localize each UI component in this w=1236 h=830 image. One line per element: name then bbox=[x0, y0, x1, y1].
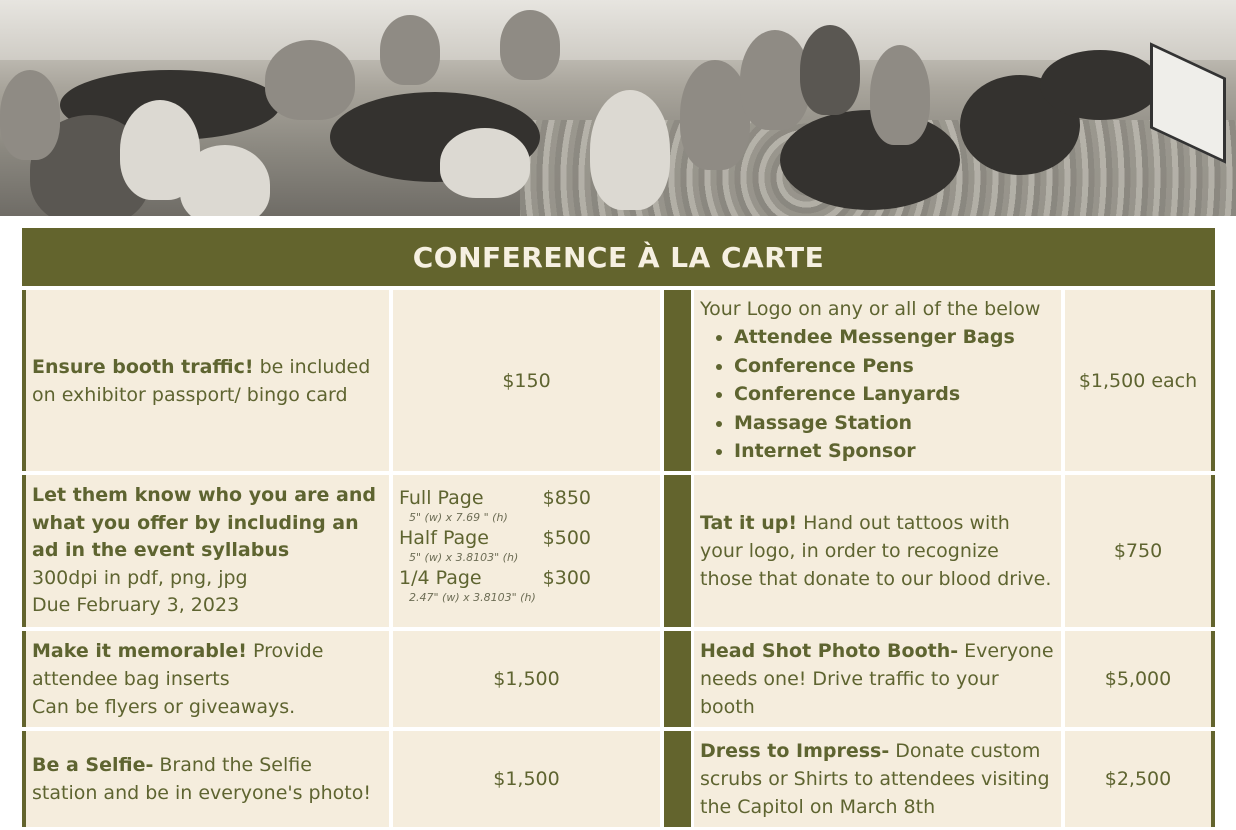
logo-description bbox=[694, 290, 1061, 471]
syllabus-ad-deadline: Due February 3, 2023 bbox=[32, 594, 240, 617]
photo-person bbox=[440, 128, 530, 198]
tattoo-description bbox=[694, 475, 1061, 627]
photo-person bbox=[800, 25, 860, 115]
photo-table bbox=[780, 110, 960, 210]
photo-person bbox=[265, 40, 355, 120]
selfie-description bbox=[22, 731, 389, 827]
scrubs-description bbox=[694, 731, 1061, 827]
headshot-price: $5,000 bbox=[1065, 631, 1215, 727]
logo-options-list bbox=[700, 323, 1055, 466]
ad-size-quarter bbox=[399, 565, 591, 591]
bag-inserts-price: $1,500 bbox=[393, 631, 660, 727]
ad-size-label: Half Page bbox=[399, 527, 489, 549]
scrubs-text: Donate custom scrubs or Shirts to attendees visiting the Capitol on March 8th bbox=[700, 740, 1050, 818]
bag-inserts-description bbox=[22, 631, 389, 727]
syllabus-ad-heading: Let them know who you are and what you offer by including an ad in the event syllabus bbox=[32, 484, 376, 562]
selfie-heading: Be a Selfie- bbox=[32, 754, 154, 776]
bag-inserts-note: Can be flyers or giveaways. bbox=[32, 696, 296, 718]
ad-size-dimensions: 5" (w) x 3.8103" (h) bbox=[409, 551, 519, 564]
photo-person bbox=[870, 45, 930, 145]
ad-size-full bbox=[399, 485, 591, 511]
photo-person bbox=[380, 15, 440, 85]
syllabus-ad-description bbox=[22, 475, 389, 627]
page-title: CONFERENCE À LA CARTE bbox=[22, 228, 1215, 286]
bag-inserts-heading: Make it memorable! bbox=[32, 640, 247, 662]
logo-option: • Massage Station bbox=[734, 409, 1055, 438]
photo-person bbox=[500, 10, 560, 80]
conference-photo bbox=[0, 0, 1236, 216]
booth-traffic-description bbox=[22, 290, 389, 471]
photo-table bbox=[1040, 50, 1160, 120]
syllabus-ad-pricing bbox=[393, 475, 660, 627]
logo-option: • Conference Lanyards bbox=[734, 380, 1055, 409]
logo-option: • Attendee Messenger Bags bbox=[734, 323, 1055, 352]
headshot-description bbox=[694, 631, 1061, 727]
logo-price: $1,500 each bbox=[1065, 290, 1215, 471]
booth-traffic-heading: Ensure booth traffic! bbox=[32, 355, 254, 378]
headshot-heading: Head Shot Photo Booth- bbox=[700, 640, 959, 662]
logo-option: • Internet Sponsor bbox=[734, 437, 1055, 466]
selfie-text: Brand the Selfie station and be in everyone's photo! bbox=[32, 754, 371, 804]
photo-person bbox=[0, 70, 60, 160]
ad-size-label: 1/4 Page bbox=[399, 567, 482, 589]
bag-inserts-text: Provide attendee bag inserts bbox=[32, 640, 324, 690]
ad-size-price: $300 bbox=[542, 567, 591, 589]
scrubs-price: $2,500 bbox=[1065, 731, 1215, 827]
ad-size-half bbox=[399, 525, 591, 551]
tattoo-price: $750 bbox=[1065, 475, 1215, 627]
column-divider bbox=[664, 731, 691, 827]
logo-intro: Your Logo on any or all of the below bbox=[700, 298, 1041, 321]
headshot-text: Everyone needs one! Drive traffic to your booth bbox=[700, 640, 1054, 718]
ad-size-price: $850 bbox=[542, 487, 591, 509]
column-divider bbox=[664, 290, 691, 471]
tattoo-heading: Tat it up! bbox=[700, 512, 798, 534]
column-divider bbox=[664, 475, 691, 627]
ad-size-dimensions: 2.47" (w) x 3.8103" (h) bbox=[409, 591, 536, 604]
scrubs-heading: Dress to Impress- bbox=[700, 740, 890, 762]
selfie-price: $1,500 bbox=[393, 731, 660, 827]
tattoo-text: Hand out tattoos with your logo, in order to recognize those that donate to our blood drive. bbox=[700, 512, 1052, 590]
syllabus-ad-format: 300dpi in pdf, png, jpg bbox=[32, 566, 248, 589]
booth-traffic-text: be included on exhibitor passport/ bingo card bbox=[32, 355, 371, 406]
photo-person bbox=[180, 145, 270, 216]
photo-wall bbox=[0, 0, 1236, 60]
column-divider bbox=[664, 631, 691, 727]
logo-option: • Conference Pens bbox=[734, 352, 1055, 381]
photo-person bbox=[590, 90, 670, 210]
booth-traffic-price: $150 bbox=[393, 290, 660, 471]
ad-size-dimensions: 5" (w) x 7.69 " (h) bbox=[409, 511, 508, 524]
ad-size-label: Full Page bbox=[399, 487, 484, 509]
ad-size-price: $500 bbox=[542, 527, 591, 549]
